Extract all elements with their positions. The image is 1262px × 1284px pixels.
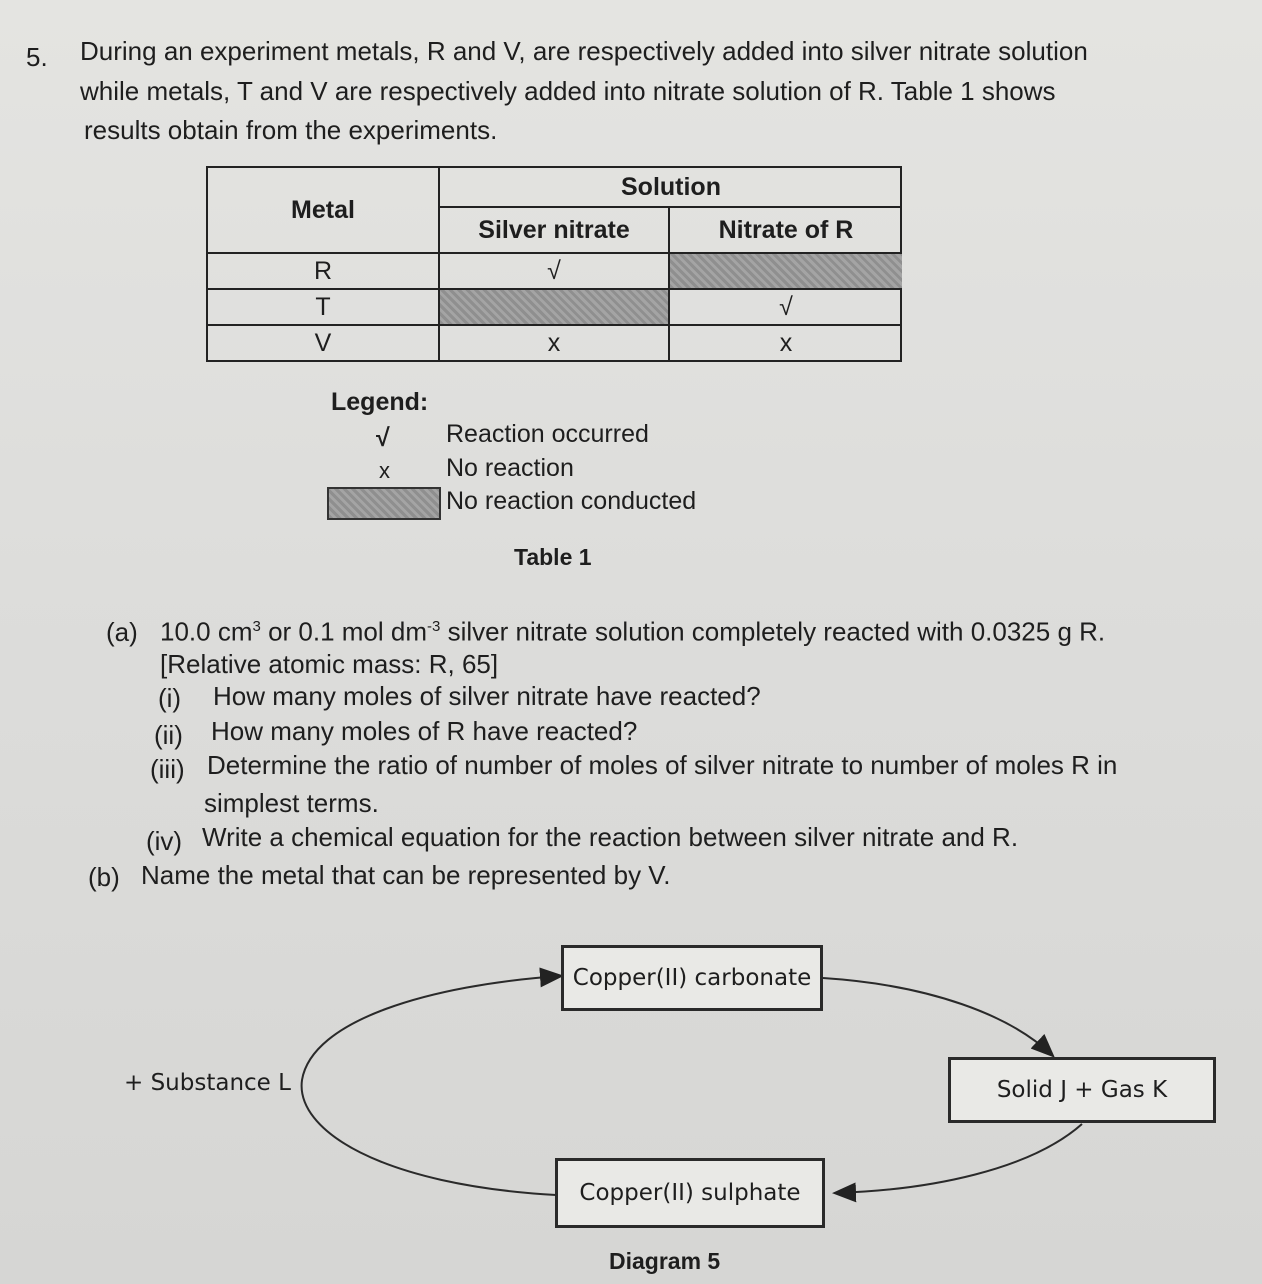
- legend-text-not-conducted: No reaction conducted: [446, 487, 697, 515]
- table-cell-result: √: [440, 254, 670, 290]
- table-cell-metal: R: [208, 254, 440, 290]
- part-a-rest: silver nitrate solution completely reacted with 0.0325 g R.: [440, 616, 1106, 647]
- part-a-sup-2: -3: [427, 618, 441, 635]
- arrow-carbonate-to-solid-j: [823, 978, 1052, 1055]
- sub-question-label: (i): [158, 683, 182, 713]
- box-copper-carbonate: Copper(II) carbonate: [561, 945, 823, 1011]
- sub-question-text-continued: simplest terms.: [204, 788, 379, 818]
- box-solid-j-gas-k: Solid J + Gas K: [948, 1057, 1216, 1123]
- sub-question-label: (iii): [150, 754, 185, 784]
- sub-question-label: (iv): [146, 826, 183, 856]
- sub-question-text: Write a chemical equation for the reaction between silver nitrate and R.: [202, 822, 1019, 852]
- sub-question-label: (ii): [154, 720, 183, 750]
- arrow-sulphate-to-carbonate: [302, 976, 560, 1195]
- box-copper-sulphate: Copper(II) sulphate: [555, 1158, 825, 1228]
- legend-symbol-check: √: [376, 424, 390, 452]
- intro-line-2: while metals, T and V are respectively added into nitrate solution of R. Table 1 shows: [80, 76, 1056, 106]
- table-caption: Table 1: [514, 544, 592, 570]
- question-number: 5.: [26, 42, 48, 72]
- arrow-solid-j-to-sulphate: [836, 1124, 1082, 1193]
- table-header-solution: Solution: [440, 168, 902, 208]
- part-a-volume: 10.0 cm: [160, 616, 253, 647]
- legend-symbol-cross: x: [379, 458, 390, 483]
- part-a-line-2: [Relative atomic mass: R, 65]: [160, 649, 499, 679]
- table-cell-metal: T: [208, 290, 440, 326]
- part-a-label: (a): [106, 617, 138, 647]
- sub-question-text: How many moles of silver nitrate have reacted?: [213, 681, 761, 711]
- sub-question-text: Determine the ratio of number of moles of silver nitrate to number of moles R in: [207, 750, 1118, 780]
- sub-question-text: How many moles of R have reacted?: [211, 716, 638, 746]
- table-header-silver-nitrate: Silver nitrate: [440, 208, 670, 254]
- legend-title: Legend:: [331, 388, 429, 416]
- part-b-text: Name the metal that can be represented by V.: [141, 860, 671, 890]
- table-cell-result: x: [440, 326, 670, 360]
- legend-text-reaction: Reaction occurred: [446, 420, 649, 448]
- part-a-concentration: or 0.1 mol dm: [260, 616, 428, 647]
- part-b-label: (b): [88, 862, 120, 892]
- intro-line-1: During an experiment metals, R and V, are respectively added into silver nitrate solution: [80, 36, 1088, 66]
- table-header-nitrate-of-r: Nitrate of R: [670, 208, 902, 254]
- substance-l-label: + Substance L: [124, 1070, 291, 1096]
- part-a-sup-1: 3: [252, 618, 261, 635]
- intro-line-3: results obtain from the experiments.: [84, 115, 498, 145]
- table-cell-result: x: [779, 328, 793, 357]
- diagram-caption: Diagram 5: [609, 1248, 721, 1274]
- table-cell-result: √: [670, 290, 902, 326]
- table-cell-metal: V: [208, 326, 440, 360]
- legend-text-no-reaction: No reaction: [446, 454, 574, 482]
- table-header-metal: Metal: [208, 168, 440, 254]
